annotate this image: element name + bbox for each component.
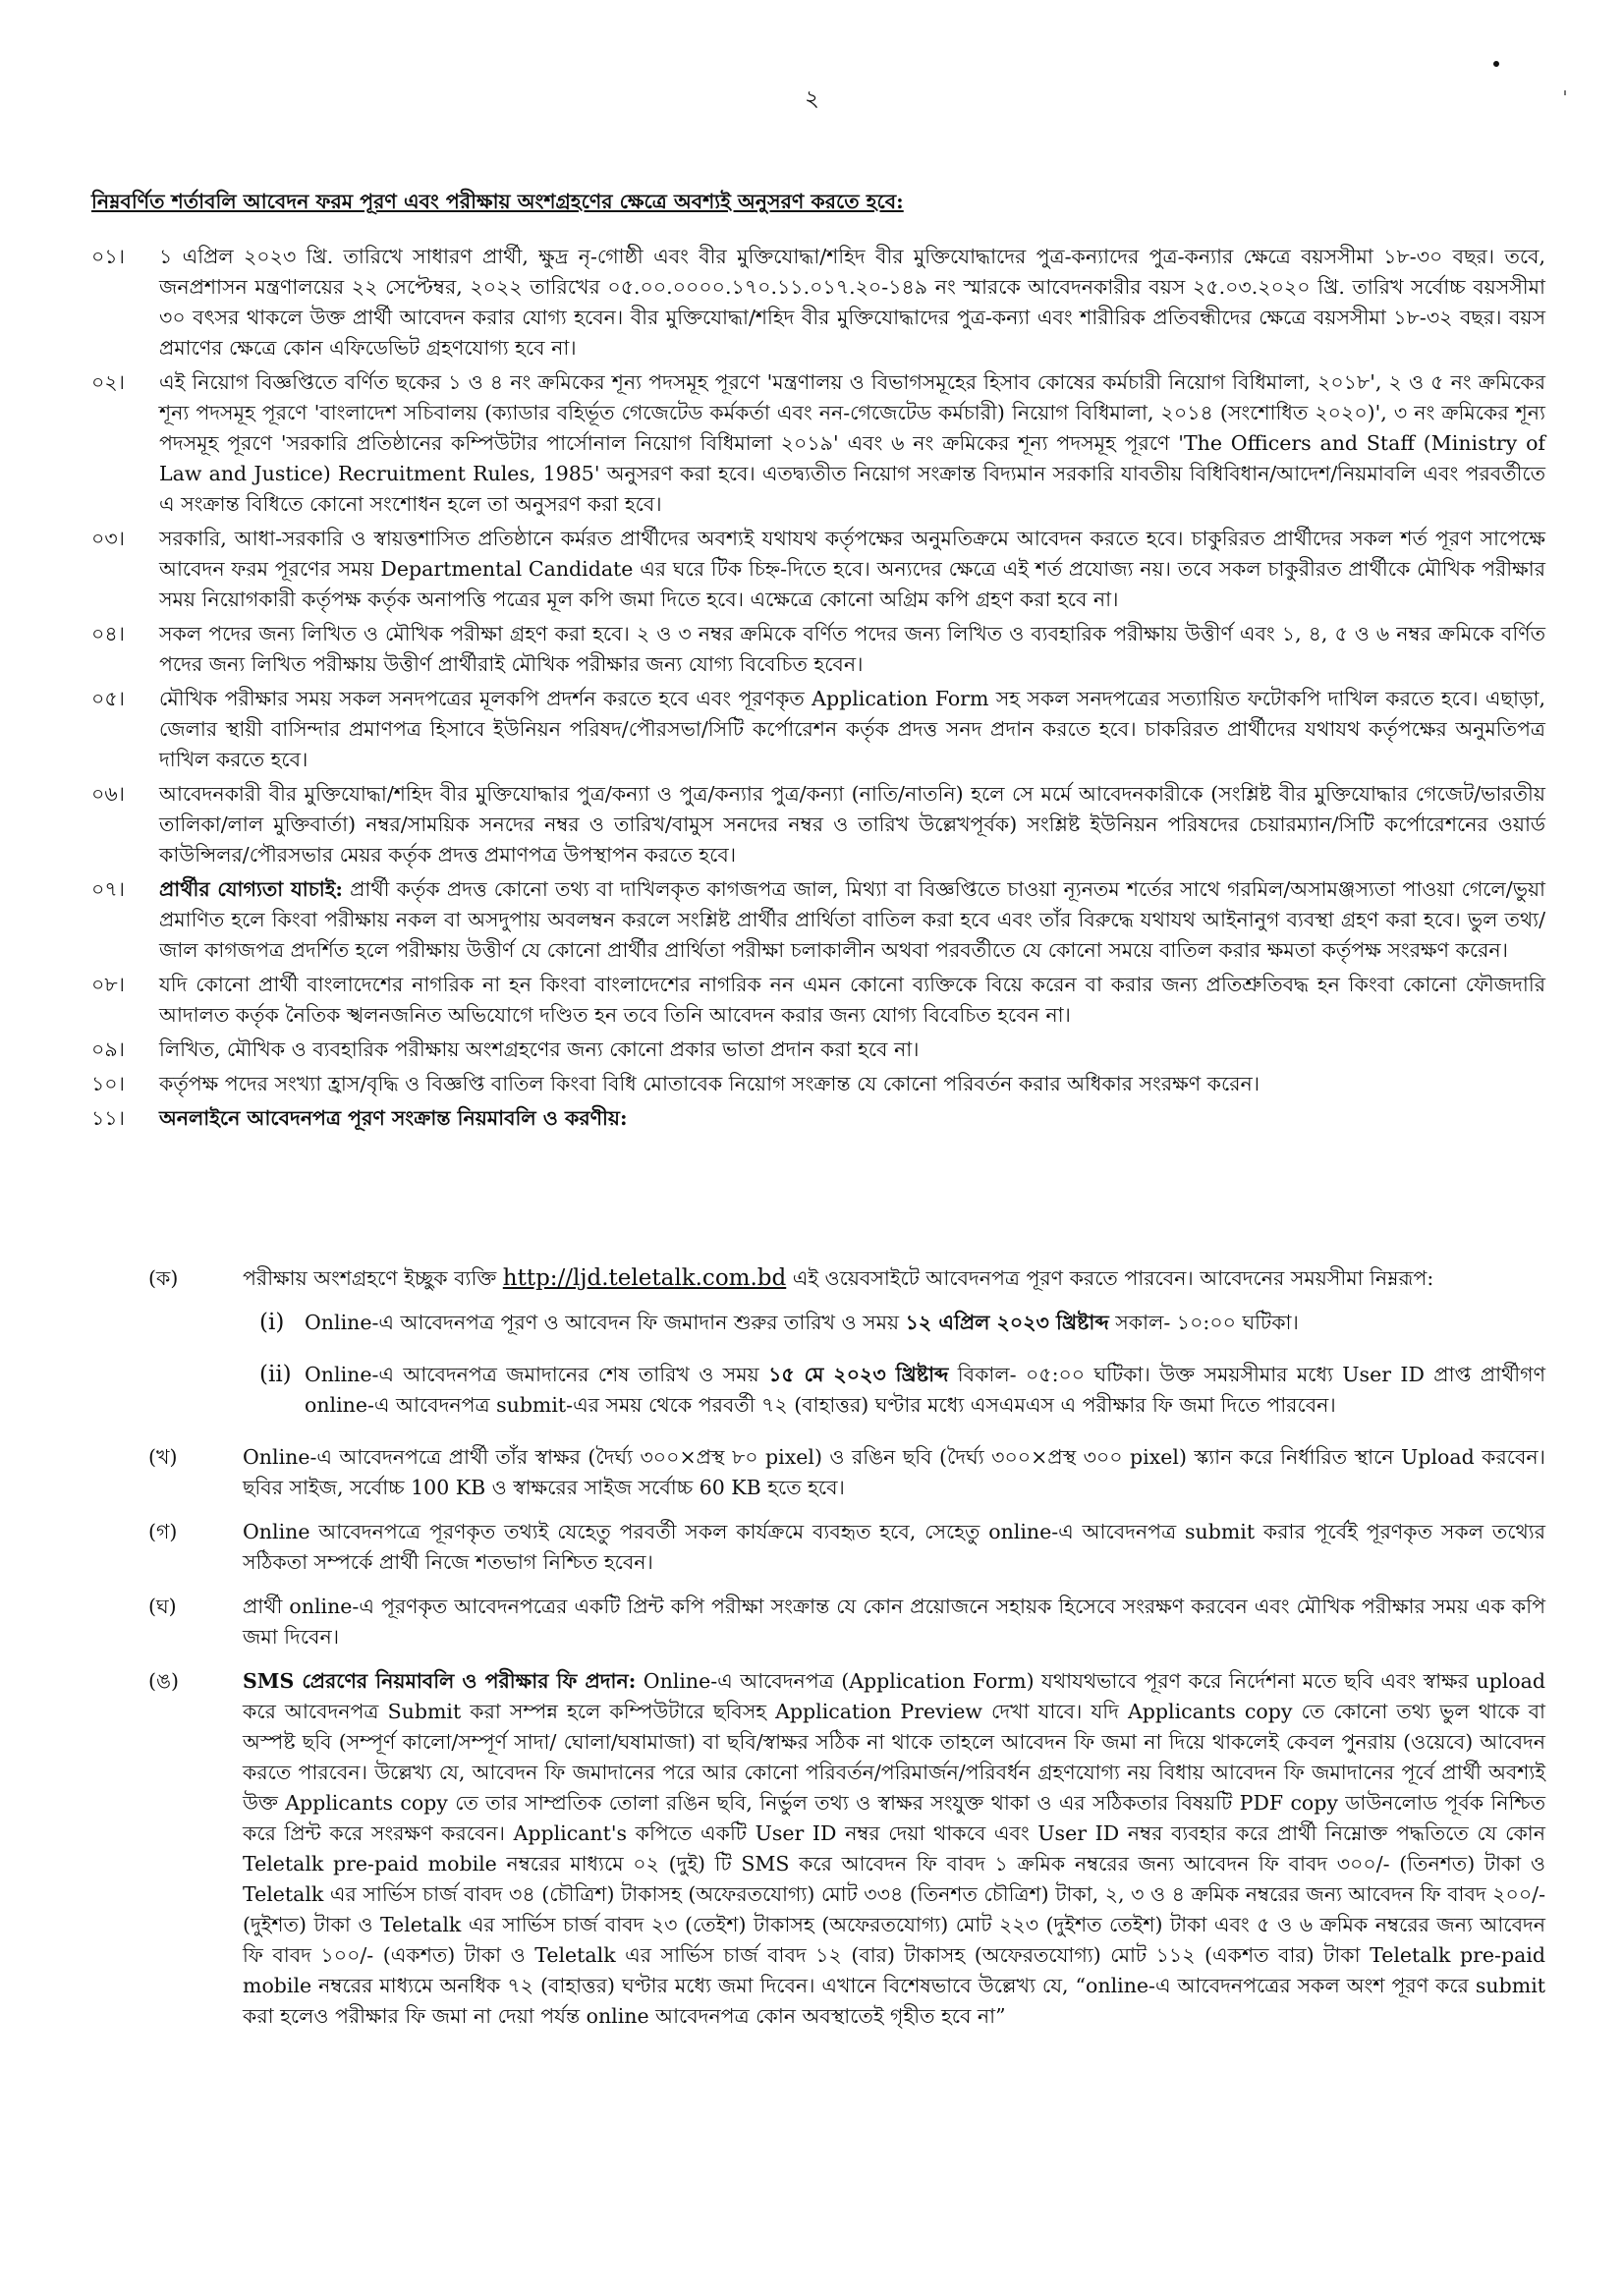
sub-item-label: (ঘ) — [148, 1595, 177, 1618]
condition-item — [91, 970, 1545, 1031]
condition-lead: অনলাইনে আবেদনপত্র পূরণ সংক্রান্ত নিয়মাবলি ও করণীয়: — [159, 1106, 628, 1130]
condition-item — [91, 779, 1545, 870]
section-heading: নিম্নবর্ণিত শর্তাবলি আবেদন ফরম পূরণ এবং পরীক্ষায় অংশগ্রহণের ক্ষেত্রে অবশ্যই অনুসরণ করতে হবে: — [91, 190, 904, 213]
condition-number: ০৬। — [91, 782, 125, 806]
condition-text: সরকারি, আধা-সরকারি ও স্বায়ত্তশাসিত প্রতিষ্ঠানে কর্মরত প্রার্থীদের অবশ্যই যথাযথ কর্তৃপক্ষের অনুমতিক্রমে আবেদন করতে হবে। চাকুরিরত প্রার্থীদের সকল শর্ত পূরণ সাপেক্ষে আবেদন ফরম পূরণের সময় Departmental Candidate এর ঘরে টিক চিহ্ন-দিতে হবে। অন্যদের ক্ষেত্রে এই শর্ত প্রযোজ্য নয়। তবে সকল চাকুরীরত প্রার্থীকে মৌখিক পরীক্ষার সময় নিয়োগকারী কর্তৃপক্ষ কর্তৃক অনাপত্তি পত্রের মূল কপি জমা দিতে হবে। এক্ষেত্রে কোনো অগ্রিম কপি গ্রহণ করা হবে না। — [159, 527, 1545, 611]
deadline-text-pre: Online-এ আবেদনপত্র জমাদানের শেষ তারিখ ও সময় — [305, 1363, 769, 1386]
condition-body: প্রার্থী কর্তৃক প্রদত্ত কোনো তথ্য বা দাখিলকৃত কাগজপত্র জাল, মিথ্যা বা বিজ্ঞপ্তিতে চাওয়া ন্যূনতম শর্তের সাথে গরমিল/অসামঞ্জস্যতা পাওয়া গেলে/ভুয়া প্রমাণিত হলে কিংবা পরীক্ষায় নকল বা অসদুপায় অবলম্বন করলে সংশ্লিষ্ট প্রার্থীর প্রার্থিতা বাতিল করা হবে এবং তাঁর বিরুদ্ধে যথাযথ আইনানুগ ব্যবস্থা গ্রহণ করা হবে। ভুল তথ্য/জাল কাগজপত্র প্রদর্শিত হলে পরীক্ষায় উত্তীর্ণ যে কোনো প্রার্থীর প্রার্থিতা পরীক্ষা চলাকালীন অথবা পরবর্তীতে যে কোনো সময়ে বাতিল করার ক্ষমতা কর্তৃপক্ষ সংরক্ষণ করেন। — [159, 877, 1545, 962]
condition-text: মৌখিক পরীক্ষার সময় সকল সনদপত্রের মূলকপি প্রদর্শন করতে হবে এবং পূরণকৃত Application Form সহ সকল সনদপত্রের সত্যায়িত ফটোকপি দাখিল করতে হবে। এছাড়া, জেলার স্থায়ী বাসিন্দার প্রমাণপত্র হিসাবে ইউনিয়ন পরিষদ/পৌরসভা/সিটি কর্পোরেশন কর্তৃক প্রদত্ত সনদ প্রদান করতে হবে। চাকরিরত প্রার্থীদের যথাযথ কর্তৃপক্ষের অনুমতিপত্র দাখিল করতে হবে। — [159, 687, 1545, 771]
application-website-link[interactable]: http://ljd.teletalk.com.bd — [502, 1265, 787, 1291]
sub-item-label: (ক) — [148, 1266, 179, 1290]
deadline-date: ১২ এপ্রিল ২০২৩ খ্রিষ্টাব্দ — [905, 1311, 1109, 1334]
condition-number: ১১। — [91, 1106, 125, 1130]
condition-number: ১০। — [91, 1072, 125, 1095]
condition-item — [91, 242, 1545, 364]
sub-item-label: (ঙ) — [148, 1669, 180, 1693]
online-application-rules — [91, 1263, 1545, 2045]
deadline-text — [305, 1308, 1545, 1338]
deadline-text-pre: Online-এ আবেদনপত্র পূরণ ও আবেদন ফি জমাদান শুরুর তারিখ ও সময় — [305, 1311, 906, 1334]
deadline-text — [305, 1360, 1545, 1421]
condition-number: ০২। — [91, 370, 125, 394]
condition-number: ০৩। — [91, 527, 125, 550]
deadline-text-post: বিকাল- ০৫:০০ ঘটিকা। উক্ত সময়সীমার মধ্যে User ID প্রাপ্ত প্রার্থীগণ online-এ আবেদনপত্র submit-এর সময় থেকে পরবর্তী ৭২ (বাহাত্তর) ঘণ্টার মধ্যে এসএমএস এ পরীক্ষার ফি জমা দিতে পারবেন। — [305, 1363, 1545, 1417]
deadline-text-post: সকাল- ১০:০০ ঘটিকা। — [1108, 1311, 1299, 1334]
deadline-date: ১৫ মে ২০২৩ খ্রিষ্টাব্দ — [768, 1363, 949, 1386]
sub-item-kha — [91, 1442, 1545, 1503]
condition-text — [159, 1103, 1545, 1134]
condition-item — [91, 524, 1545, 615]
condition-text: লিখিত, মৌখিক ও ব্যবহারিক পরীক্ষায় অংশগ্রহণের জন্য কোনো প্রকার ভাতা প্রদান করা হবে না। — [159, 1037, 920, 1061]
condition-number: ০৯। — [91, 1037, 125, 1061]
deadline-item-ii — [91, 1360, 1545, 1421]
condition-item — [91, 367, 1545, 520]
condition-number: ০৭। — [91, 877, 125, 901]
condition-text: কর্তৃপক্ষ পদের সংখ্যা হ্রাস/বৃদ্ধি ও বিজ্ঞপ্তি বাতিল কিংবা বিধি মোতাবেক নিয়োগ সংক্রান্ত যে কোনো পরিবর্তন করার অধিকার সংরক্ষণ করেন। — [159, 1072, 1260, 1095]
sub-item-text-post: এই ওয়েবসাইটে আবেদনপত্র পূরণ করতে পারবেন। আবেদনের সময়সীমা নিম্নরূপ: — [786, 1266, 1434, 1290]
sub-item-ka — [91, 1263, 1545, 1294]
condition-item — [91, 619, 1545, 680]
condition-number: ০৮। — [91, 973, 125, 996]
condition-text — [159, 874, 1545, 966]
sub-item-text: প্রার্থী online-এ পূরণকৃত আবেদনপত্রের একটি প্রিন্ট কপি পরীক্ষা সংক্রান্ত যে কোন প্রয়োজনে সহায়ক হিসেবে সংরক্ষণ করবেন এবং মৌখিক পরীক্ষার সময় এক কপি জমা দিবেন। — [243, 1595, 1545, 1649]
condition-number: ০১। — [91, 245, 125, 268]
condition-number: ০৪। — [91, 622, 125, 645]
sub-item-body: Online-এ আবেদনপত্র (Application Form) যথাযথভাবে পূরণ করে নির্দেশনা মতে ছবি এবং স্বাক্ষর upload করে আবেদনপত্র Submit করা সম্পন্ন হলে কম্পিউটারে ছবিসহ Application Preview দেখা যাবে। যদি Applicants copy তে কোনো তথ্য ভুল থাকে বা অস্পষ্ট ছবি (সম্পূর্ণ কালো/সম্পূর্ণ সাদা/ ঘোলা/ঘষামাজা) বা ছবি/স্বাক্ষর সঠিক না থাকে তাহলে আবেদন ফি জমা না দিয়ে থাকলেই কেবল পুনরায় (ওয়েবে) আবেদন করতে পারবেন। উল্লেখ্য যে, আবেদন ফি জমাদানের পরে আর কোনো পরিবর্তন/পরিমার্জন/পরিবর্ধন গ্রহণযোগ্য নয় বিধায় আবেদন ফি জমাদানের পূর্বে প্রার্থী অবশ্যই উক্ত Applicants copy তে তার সাম্প্রতিক তোলা রঙিন ছবি, নির্ভুল তথ্য ও স্বাক্ষর সংযুক্ত থাকা ও এর সঠিকতার বিষয়টি PDF copy ডাউনলোড পূর্বক নিশ্চিত করে প্রিন্ট করে সংরক্ষণ করবেন। Applicant's কপিতে একটি User ID নম্বর দেয়া থাকবে এবং User ID নম্বর ব্যবহার করে প্রার্থী নিম্নোক্ত পদ্ধতিতে যে কোন Teletalk pre-paid mobile নম্বরের মাধ্যমে ০২ (দুই) টি SMS করে আবেদন ফি বাবদ ১ ক্রমিক নম্বরের জন্য আবেদন ফি বাবদ ৩০০/- (তিনশত) টাকা ও Teletalk এর সার্ভিস চার্জ বাবদ ৩৪ (চৌত্রিশ) টাকাসহ (অফেরতযোগ্য) মোট ৩৩৪ (তিনশত চৌত্রিশ) টাকা, ২, ৩ ও ৪ ক্রমিক নম্বরের জন্য আবেদন ফি বাবদ ২০০/- (দুইশত) টাকা ও Teletalk এর সার্ভিস চার্জ বাবদ ২৩ (তেইশ) টাকাসহ (অফেরতযোগ্য) মোট ২২৩ (দুইশত তেইশ) টাকা এবং ৫ ও ৬ ক্রমিক নম্বরের জন্য আবেদন ফি বাবদ ১০০/- (একশত) টাকা ও Teletalk এর সার্ভিস চার্জ বাবদ ১২ (বার) টাকাসহ (অফেরতযোগ্য) মোট ১১২ (একশত বার) টাকা Teletalk pre-paid mobile নম্বরের মাধ্যমে অনধিক ৭২ (বাহাত্তর) ঘণ্টার মধ্যে জমা দিবেন। এখানে বিশেষভাবে উল্লেখ্য যে, “online-এ আবেদনপত্রের সকল অংশ পূরণ করে submit করা হলেও পরীক্ষার ফি জমা না দেয়া পর্যন্ত online আবেদনপত্র কোন অবস্থাতেই গৃহীত হবে না” — [243, 1669, 1546, 2028]
sub-item-text: Online আবেদনপত্রে পূরণকৃত তথ্যই যেহেতু পরবর্তী সকল কার্যক্রমে ব্যবহৃত হবে, সেহেতু online-এ আবেদনপত্র submit করার পূর্বেই পূরণকৃত সকল তথ্যের সঠিকতা সম্পর্কে প্রার্থী নিজে শতভাগ নিশ্চিত হবেন। — [243, 1520, 1545, 1574]
deadline-item-i — [91, 1308, 1545, 1338]
condition-lead: প্রার্থীর যোগ্যতা যাচাই: — [159, 877, 343, 901]
condition-text: ১ এপ্রিল ২০২৩ খ্রি. তারিখে সাধারণ প্রার্থী, ক্ষুদ্র নৃ-গোষ্ঠী এবং বীর মুক্তিযোদ্ধা/শহিদ বীর মুক্তিযোদ্ধাদের পুত্র-কন্যাদের পুত্র-কন্যার ক্ষেত্রে বয়সসীমা ১৮-৩০ বছর। তবে, জনপ্রশাসন মন্ত্রণালয়ের ২২ সেপ্টেম্বর, ২০২২ তারিখের ০৫.০০.০০০০.১৭০.১১.০১৭.২০-১৪৯ নং স্মারকে আবেদনকারীর বয়স ২৫.০৩.২০২০ খ্রি. তারিখ সর্বোচ্চ বয়সসীমা ৩০ বৎসর থাকলে উক্ত প্রার্থী আবেদন করার যোগ্য হবেন। বীর মুক্তিযোদ্ধা/শহিদ বীর মুক্তিযোদ্ধাদের পুত্র-কন্যা এবং শারীরিক প্রতিবন্ধীদের ক্ষেত্রে বয়সসীমা ১৮-৩২ বছর। বয়স প্রমাণের ক্ষেত্রে কোন এফিডেভিট গ্রহণযোগ্য হবে না। — [159, 245, 1545, 360]
condition-item — [91, 684, 1545, 775]
condition-number: ০৫। — [91, 687, 125, 710]
condition-text: সকল পদের জন্য লিখিত ও মৌখিক পরীক্ষা গ্রহণ করা হবে। ২ ও ৩ নম্বর ক্রমিকে বর্ণিত পদের জন্য লিখিত ও ব্যবহারিক পরীক্ষায় উত্তীর্ণ এবং ১, ৪, ৫ ও ৬ নম্বর ক্রমিকে বর্ণিত পদের জন্য লিখিত পরীক্ষায় উত্তীর্ণ প্রার্থীরাই মৌখিক পরীক্ষার জন্য যোগ্য বিবেচিত হবেন। — [159, 622, 1545, 676]
sub-item-text — [243, 1666, 1545, 2032]
sub-item-text: Online-এ আবেদনপত্রে প্রার্থী তাঁর স্বাক্ষর (দৈর্ঘ্য ৩০০×প্রস্থ ৮০ pixel) ও রঙিন ছবি (দৈর্ঘ্য ৩০০×প্রস্থ ৩০০ pixel) স্ক্যান করে নির্ধারিত স্থানে Upload করবেন। ছবির সাইজ, সর্বোচ্চ 100 KB ও স্বাক্ষরের সাইজ সর্বোচ্চ 60 KB হতে হবে। — [243, 1445, 1545, 1499]
condition-text: যদি কোনো প্রার্থী বাংলাদেশের নাগরিক না হন কিংবা বাংলাদেশের নাগরিক নন এমন কোনো ব্যক্তিকে বিয়ে করেন বা করার জন্য প্রতিশ্রুতিবদ্ধ হন কিংবা কোনো ফৌজদারি আদালত কর্তৃক নৈতিক স্খলনজনিত অভিযোগে দণ্ডিত হন তবে তিনি আবেদন করার জন্য যোগ্য বিবেচিত হবেন না। — [159, 973, 1545, 1027]
sub-item-text-pre: পরীক্ষায় অংশগ্রহণে ইচ্ছুক ব্যক্তি — [243, 1266, 503, 1290]
sub-item-ga — [91, 1517, 1545, 1578]
condition-text: আবেদনকারী বীর মুক্তিযোদ্ধা/শহিদ বীর মুক্তিযোদ্ধার পুত্র/কন্যা ও পুত্র/কন্যার পুত্র/কন্যা (নাতি/নাতনি) হলে সে মর্মে আবেদনকারীকে (সংশ্লিষ্ট বীর মুক্তিযোদ্ধার গেজেট/ভারতীয় তালিকা/লাল মুক্তিবার্তা) নম্বর/সাময়িক সনদের নম্বর ও তারিখ/বামুস সনদের নম্বর ও তারিখ উল্লেখপূর্বক) সংশ্লিষ্ট ইউনিয়ন পরিষদের চেয়ারম্যান/সিটি কর্পোরেশনের ওয়ার্ড কাউন্সিলর/পৌরসভার মেয়র কর্তৃক প্রদত্ত প্রমাণপত্র উপস্থাপন করতে হবে। — [159, 782, 1545, 867]
sub-item-label: (খ) — [148, 1445, 178, 1469]
page-number: ২ — [805, 86, 819, 112]
condition-item — [91, 874, 1545, 966]
scan-speck — [1493, 61, 1499, 67]
condition-item — [91, 1069, 1545, 1099]
condition-text: এই নিয়োগ বিজ্ঞপ্তিতে বর্ণিত ছকের ১ ও ৪ নং ক্রমিকের শূন্য পদসমূহ পূরণে 'মন্ত্রণালয় ও বিভাগসমূহের হিসাব কোষের কর্মচারী নিয়োগ বিধিমালা, ২০১৮', ২ ও ৫ নং ক্রমিকের শূন্য পদসমূহ পূরণে 'বাংলাদেশ সচিবালয় (ক্যাডার বহির্ভূত গেজেটেড কর্মকর্তা এবং নন-গেজেটেড কর্মচারী) নিয়োগ বিধিমালা, ২০১৪ (সংশোধিত ২০২০)', ৩ নং ক্রমিকের শূন্য পদসমূহ পূরণে 'সরকারি প্রতিষ্ঠানের কম্পিউটার পার্সোনাল নিয়োগ বিধিমালা ২০১৯' এবং ৬ নং ক্রমিকের শূন্য পদসমূহ পূরণে 'The Officers and Staff (Ministry of Law and Justice) Recruitment Rules, 1985' অনুসরণ করা হবে। এতদ্ব্যতীত নিয়োগ সংক্রান্ত বিদ্যমান সরকারি যাবতীয় বিধিবিধান/আদেশ/নিয়মাবলি এবং পরবর্তীতে এ সংক্রান্ত বিধিতে কোনো সংশোধন হলে তা অনুসরণ করা হবে। — [159, 370, 1545, 516]
sub-item-text — [243, 1263, 1545, 1294]
sub-item-label: (গ) — [148, 1520, 178, 1543]
condition-item — [91, 1103, 1545, 1134]
condition-item — [91, 1035, 1545, 1065]
sub-item-gha — [91, 1592, 1545, 1652]
deadline-label: (i) — [259, 1310, 285, 1335]
sub-item-uma — [91, 1666, 1545, 2032]
conditions-list — [91, 242, 1545, 1138]
deadline-label: (ii) — [259, 1362, 292, 1387]
sub-item-lead: SMS প্রেরণের নিয়মাবলি ও পরীক্ষার ফি প্রদান: — [243, 1669, 637, 1693]
